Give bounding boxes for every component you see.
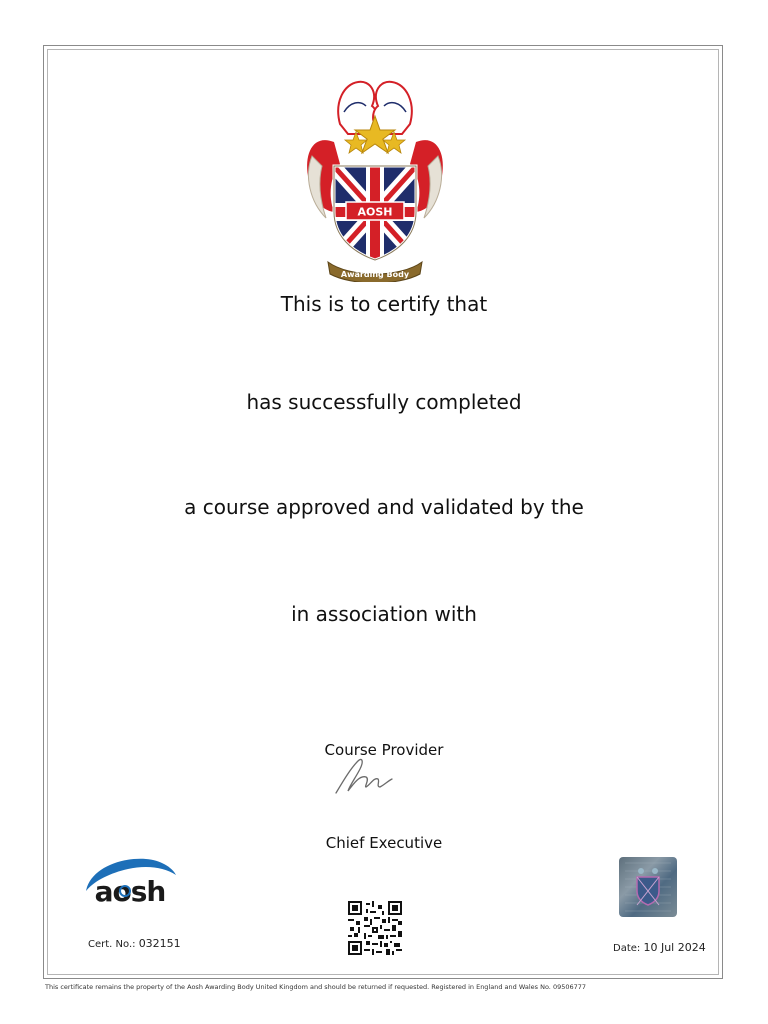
aosh-crest-emblem <box>300 72 450 282</box>
footer-disclaimer: This certificate remains the property of the Aosh Awarding Body United Kingdom and should be returned if requested. Registered in England and Wales No. 09506777 <box>45 983 587 991</box>
qr-code-icon <box>348 901 402 955</box>
date-label: Date: <box>613 943 641 954</box>
date-value: 10 Jul 2024 <box>643 941 706 954</box>
logo-text: aosh <box>94 875 166 907</box>
crest-banner-text: Awarding Body <box>340 270 410 279</box>
signature-image <box>330 755 400 797</box>
course-provider-label: Course Provider <box>324 741 444 759</box>
aosh-logo <box>80 855 180 907</box>
certify-line: This is to certify that <box>280 292 488 316</box>
chief-executive-label: Chief Executive <box>325 834 443 852</box>
certificate-number <box>88 937 181 950</box>
hologram-seal <box>619 857 677 917</box>
crest-text: AOSH <box>357 205 393 219</box>
association-line: in association with <box>291 602 477 626</box>
cert-no-label: Cert. No.: <box>88 939 136 950</box>
completed-line: has successfully completed <box>246 390 522 414</box>
cert-no-value: 032151 <box>138 937 181 950</box>
issue-date <box>613 941 706 954</box>
approved-line: a course approved and validated by the <box>184 495 584 519</box>
